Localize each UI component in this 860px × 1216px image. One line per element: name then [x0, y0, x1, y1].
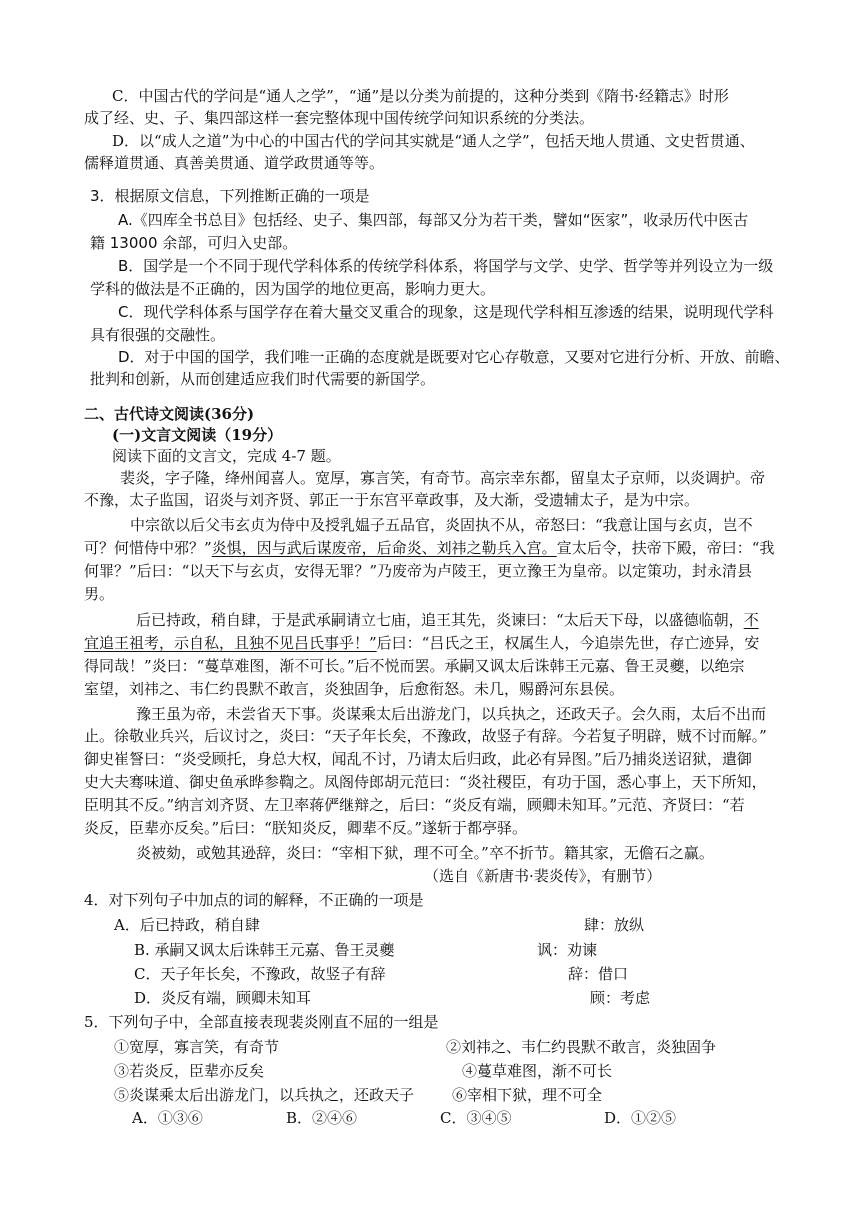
underlined-sentence-2-start: 不 — [743, 611, 759, 629]
passage-p2-line4: 男。 — [84, 585, 115, 603]
q3-option-a-line1: A.《四库全书总目》包括经、史子、集四部，每部又分为若干类，譬如“医家”，收录历代中医古 — [118, 211, 749, 229]
q4-option-b: B. 承嗣又讽太后诛韩王元嘉、鲁王灵夔 — [134, 941, 395, 959]
passage-source: （选自《新唐书·裴炎传》，有删节） — [424, 867, 662, 885]
q4-option-b-gloss: 讽：劝谏 — [537, 941, 598, 959]
passage-p2-line2 — [84, 538, 774, 558]
q5-item-6: ⑥宰相下狱，理不可全 — [452, 1086, 603, 1104]
q5-item-2: ②刘祎之、韦仁约畏默不敢言，炎独固争 — [446, 1038, 717, 1056]
q3-option-c-line1: C．现代学科体系与国学存在着大量交叉重合的现象，这是现代学科相互渗透的结果，说明现代学科 — [118, 303, 774, 321]
passage-p4-line2: 止。徐敬业兵兴，后议讨之，炎曰：“天子年长矣，不豫政，故竖子有辞。今若复子明辟，贼不讨而解。” — [84, 727, 767, 745]
q5-choice-a: A．①③⑥ — [132, 1109, 203, 1127]
q2-option-d-line2: 儒释道贯通、真善美贯通、道学政贯通等等。 — [84, 154, 385, 172]
underlined-sentence-1: 炎惧，因与武后谋废帝，后命炎、刘祎之勒兵入宫。 — [211, 539, 557, 557]
passage-p3-line2 — [84, 633, 759, 653]
passage-p3-line2-end: 后曰：“吕氏之王，权属生人，今追崇先世，存亡迹异，安 — [376, 634, 760, 652]
passage-p1-line1: 裴炎，字子隆，绛州闻喜人。宽厚，寡言笑，有奇节。高宗幸东都，留皇太子京师，以炎调护。帝 — [120, 469, 766, 487]
q5-choice-d: D．①②⑤ — [604, 1109, 677, 1127]
q2-option-c-line1: C．中国古代的学问是“通人之学”，“通”是以分类为前提的，这种分类到《隋书·经籍志》时形 — [112, 87, 729, 105]
q4-option-c: C．天子年长矣，不豫政，故竖子有辞 — [134, 965, 386, 983]
passage-p3-line3: 得同哉！”炎曰：“蔓草难图，渐不可长。”后不悦而罢。承嗣又讽太后诛韩王元嘉、鲁王灵夔，以绝宗 — [84, 657, 745, 675]
q4-option-a-gloss: 肆：放纵 — [584, 916, 645, 934]
passage-p4-line6: 炎反，臣辈亦反矣。”后曰：“朕知炎反，卿辈不反。”遂斩于都亭驿。 — [84, 819, 528, 837]
underlined-sentence-2-end: 宜追王祖考，示自私，且独不见吕氏事乎！” — [84, 634, 377, 652]
q3-option-b-line1: B．国学是一个不同于现代学科体系的传统学科体系，将国学与文学、史学、哲学等并列设立为一级 — [118, 257, 774, 275]
passage-p2-line3: 何罪？”后曰：“以天下与玄贞，安得无罪？”乃废帝为卢陵王，更立豫王为皇帝。以定策功，封永清县 — [84, 562, 753, 580]
q5-item-3: ③若炎反，臣辈亦反矣 — [114, 1062, 265, 1080]
passage-p3-line1-start: 后已持政，稍自肆，于是武承嗣请立七庙，追王其先，炎谏曰：“太后天下母，以盛德临朝， — [136, 611, 744, 629]
passage-p2-line1: 中宗欲以后父韦玄贞为侍中及授乳媪子五品官，炎固执不从，帝怒曰：“我意让国与玄贞，岂不 — [130, 516, 753, 534]
passage-p3-line4: 室望，刘祎之、韦仁约畏默不敢言，炎独固争，后愈衔怒。未几，赐爵河东县侯。 — [84, 680, 625, 698]
passage-p2-line2-start: 可？何惜侍中邪？” — [84, 539, 212, 557]
q4-option-a: A．后已持政，稍自肆 — [114, 916, 260, 934]
q3-stem: 3．根据原文信息，下列推断正确的一项是 — [90, 187, 370, 205]
q3-option-c-line2: 具有很强的交融性。 — [90, 326, 226, 344]
q5-stem: 5．下列句子中，全部直接表现裴炎刚直不屈的一组是 — [84, 1013, 439, 1031]
q5-choice-b: B．②④⑥ — [286, 1109, 358, 1127]
q4-option-d: D．炎反有端，顾卿未知耳 — [134, 989, 312, 1007]
passage-p1-line2: 不豫，太子监国，诏炎与刘齐贤、郭正一于东宫平章政事，及大渐，受遗辅太子，是为中宗。 — [84, 491, 700, 509]
reading-instruction: 阅读下面的文言文，完成 4-7 题。 — [112, 447, 341, 465]
passage-p5: 炎被劾，或勉其逊辞，炎曰：“宰相下狱，理不可全。”卒不折节。籍其家，无儋石之赢。 — [136, 844, 714, 862]
q5-choice-c: C．③④⑤ — [440, 1109, 512, 1127]
q2-option-d-line1: D．以“成人之道”为中心的中国古代的学问其实就是“通人之学”，包括天地人贯通、文史哲贯通、 — [112, 132, 755, 150]
passage-p2-line2-end: 宣太后令，扶帝下殿，帝曰：“我 — [556, 539, 775, 557]
q3-option-d-line2: 批判和创新，从而创建适应我们时代需要的新国学。 — [90, 370, 436, 388]
q5-item-4: ④蔓草难图，渐不可长 — [462, 1062, 613, 1080]
q4-stem: 4．对下列句子中加点的词的解释，不正确的一项是 — [84, 891, 424, 909]
passage-p4-line4: 史大夫骞味道、御史鱼承晔参鞫之。凤阁侍郎胡元范曰：“炎社稷臣，有功于国，悉心事上，天下所知， — [84, 773, 767, 791]
q5-item-5: ⑤炎谋乘太后出游龙门，以兵执之，还政天子 — [114, 1086, 415, 1104]
q4-option-d-gloss: 顾：考虑 — [590, 989, 651, 1007]
q5-item-1: ①宽厚，寡言笑，有奇节 — [114, 1038, 280, 1056]
passage-p4-line3: 御史崔詧曰：“炎受顾托，身总大权，闻乱不讨，乃请太后归政，此必有异图。”后乃捕炎送诏狱，遣御 — [84, 750, 752, 768]
q4-option-c-gloss: 辞：借口 — [568, 965, 629, 983]
q3-option-b-line2: 学科的做法是不正确的，因为国学的地位更高，影响力更大。 — [90, 280, 496, 298]
q3-option-a-line2: 籍 13000 余部，可归入史部。 — [90, 234, 298, 252]
passage-p4-line1: 豫王虽为帝，未尝省天下事。炎谋乘太后出游龙门，以兵执之，还政天子。会久雨，太后不出而 — [136, 705, 767, 723]
q3-option-d-line1: D．对于中国的国学，我们唯一正确的态度就是既要对它心存敬意，又要对它进行分析、开放、前瞻、 — [118, 348, 790, 366]
q2-option-c-line2: 成了经、史、子、集四部这样一套完整体现中国传统学问知识系统的分类法。 — [84, 109, 595, 127]
passage-p3-line1 — [136, 610, 759, 630]
passage-p4-line5: 臣明其不反。”纳言刘齐贤、左卫率蒋俨继辩之，后曰：“炎反有端，顾卿未知耳。”元范、齐贤曰：“若 — [84, 796, 745, 814]
section-title: 二、古代诗文阅读(36分) — [84, 405, 255, 423]
subsection-title: (一)文言文阅读（19分） — [112, 426, 283, 444]
